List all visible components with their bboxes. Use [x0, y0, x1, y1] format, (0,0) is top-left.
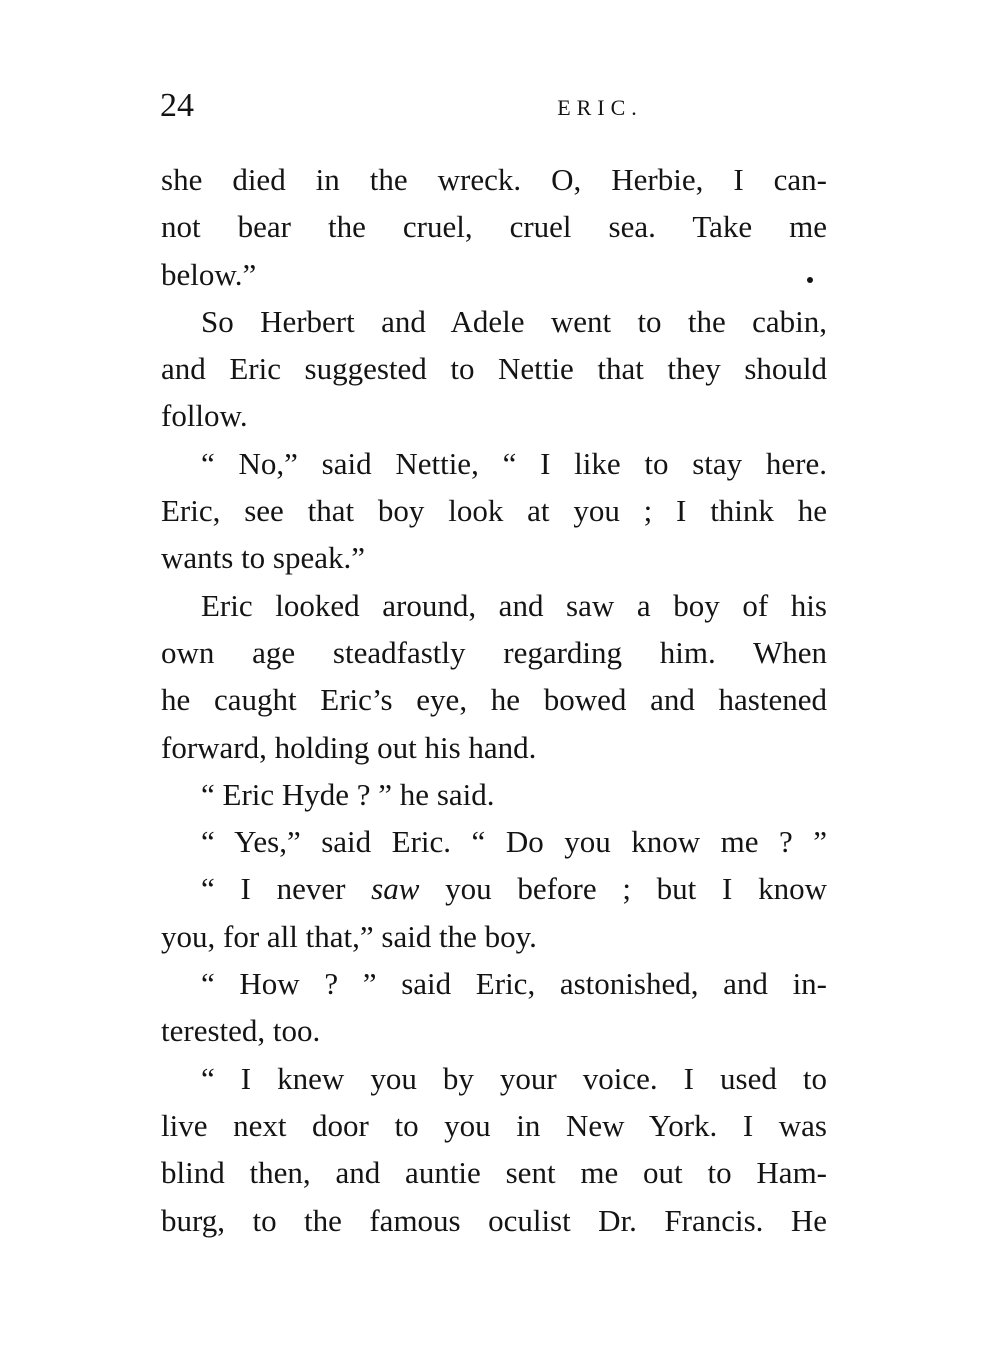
running-head: ERIC. — [557, 95, 643, 120]
text-line: live next door to you in New York. I was — [161, 1107, 827, 1143]
text-line: So Herbert and Adele went to the cabin, — [201, 303, 827, 339]
text-line: terested, too. — [161, 1013, 321, 1049]
text-segment: you before ; but I know — [419, 871, 827, 907]
body-text — [161, 156, 827, 1244]
text-line: “ I knew you by your voice. I used to — [201, 1060, 827, 1096]
text-line: own age steadfastly regarding him. When — [161, 634, 827, 670]
italic-word: saw — [371, 871, 420, 907]
text-line: and Eric suggested to Nettie that they should — [161, 351, 827, 387]
text-line: forward, holding out his hand. — [161, 729, 537, 765]
text-line: “ How ? ” said Eric, astonished, and in- — [201, 966, 827, 1002]
page-number: 24 — [160, 87, 194, 124]
text-line: Eric, see that boy look at you ; I think he — [161, 493, 827, 529]
text-line: burg, to the famous oculist Dr. Francis. He — [161, 1202, 827, 1238]
page-header — [160, 82, 828, 130]
text-line — [161, 865, 827, 912]
text-line: “ Yes,” said Eric. “ Do you know me ? ” — [201, 824, 827, 860]
text-line: you, for all that,” said the boy. — [161, 918, 537, 954]
text-line: wants to speak.” — [161, 540, 366, 576]
text-line: Eric looked around, and saw a boy of his — [201, 587, 827, 623]
text-line: she died in the wreck. O, Herbie, I can- — [161, 162, 827, 197]
text-line: below.” — [161, 256, 257, 292]
text-line: follow. — [161, 398, 248, 434]
text-line: not bear the cruel, cruel sea. Take me — [161, 209, 827, 245]
text-line: blind then, and auntie sent me out to Ham- — [161, 1155, 827, 1191]
text-line: he caught Eric’s eye, he bowed and hastened — [161, 682, 827, 718]
text-line: “ No,” said Nettie, “ I like to stay here. — [201, 445, 827, 481]
text-segment: “ I never — [201, 871, 372, 907]
text-line: “ Eric Hyde ? ” he said. — [201, 776, 495, 812]
